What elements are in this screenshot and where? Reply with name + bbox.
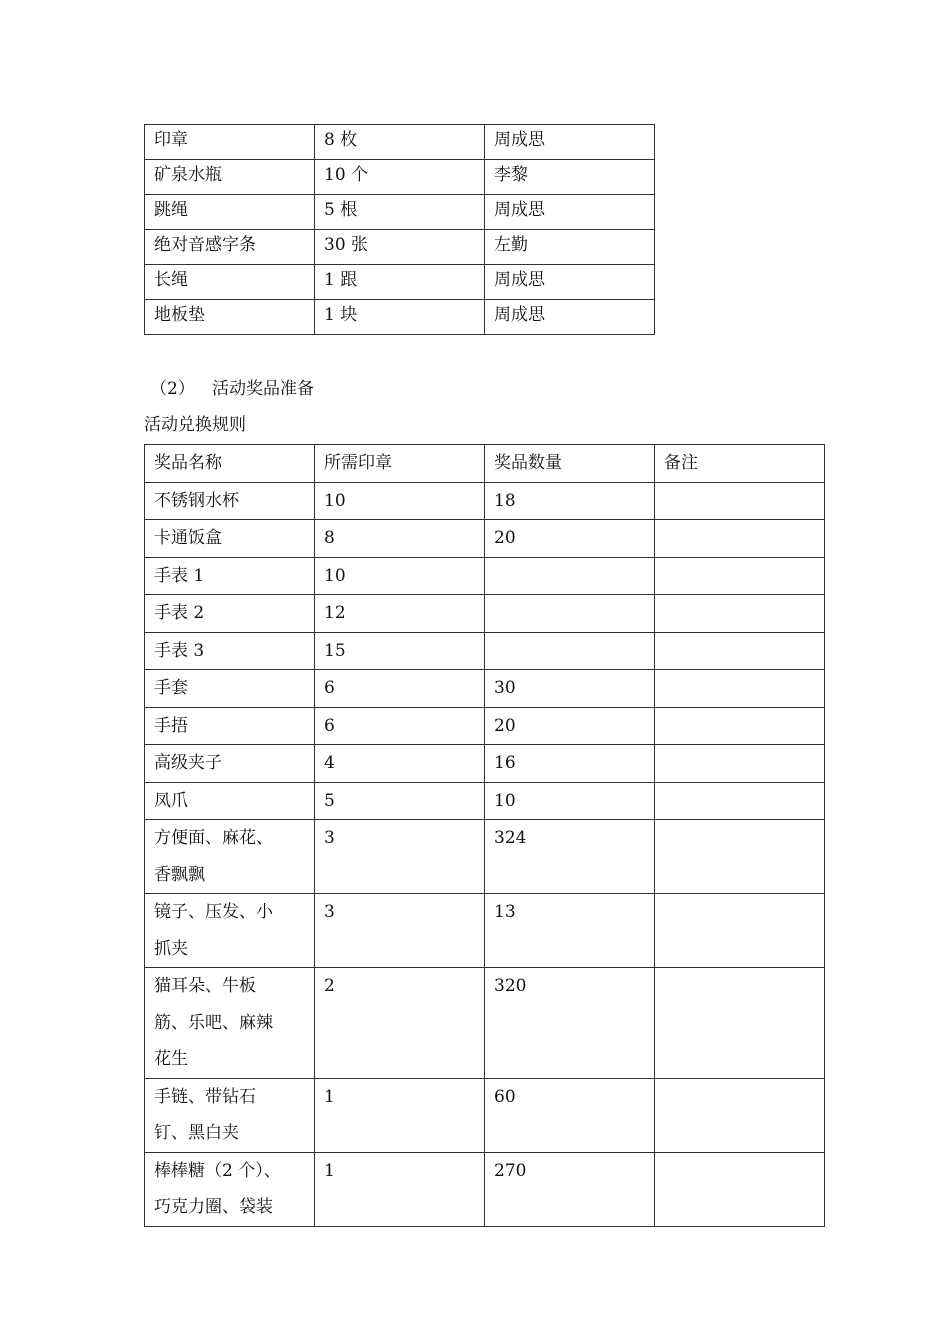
prize-name-line: 棒棒糖（2 个）、 bbox=[154, 1160, 281, 1181]
prize-quantity-cell: 30 bbox=[485, 670, 655, 708]
table-row bbox=[145, 230, 655, 265]
prize-name-cell bbox=[145, 968, 315, 1079]
prize-stamps-cell: 12 bbox=[315, 595, 485, 633]
prize-note-cell bbox=[655, 670, 825, 708]
prize-note-cell bbox=[655, 894, 825, 968]
prize-name-line: 凤爪 bbox=[154, 790, 188, 811]
prize-quantity-cell bbox=[485, 595, 655, 633]
prize-name-line: 手捂 bbox=[154, 715, 188, 736]
prize-quantity-cell: 20 bbox=[485, 520, 655, 558]
table-row bbox=[145, 595, 825, 633]
prize-name-line: 手表 1 bbox=[154, 565, 205, 586]
prize-name-cell bbox=[145, 557, 315, 595]
prize-name-line: 高级夹子 bbox=[154, 753, 222, 773]
prize-note-cell bbox=[655, 707, 825, 745]
prize-quantity-cell: 60 bbox=[485, 1078, 655, 1152]
table-row bbox=[145, 1152, 825, 1226]
prize-stamps-cell: 3 bbox=[315, 894, 485, 968]
prize-name-cell bbox=[145, 520, 315, 558]
prize-name-line: 不锈钢水杯 bbox=[154, 490, 239, 511]
prize-stamps-cell: 5 bbox=[315, 782, 485, 820]
supply-item: 印章 bbox=[145, 125, 315, 160]
prize-name-line: 香飘飘 bbox=[154, 864, 205, 885]
table-row bbox=[145, 968, 825, 1079]
prize-note-cell bbox=[655, 1078, 825, 1152]
header-note: 备注 bbox=[655, 445, 825, 483]
prize-name-line: 筋、乐吧、麻辣 bbox=[154, 1012, 273, 1033]
prize-name-line: 方便面、麻花、 bbox=[154, 828, 273, 848]
prize-quantity-cell: 18 bbox=[485, 482, 655, 520]
prize-name-cell bbox=[145, 1152, 315, 1226]
prize-name-line: 巧克力圈、袋装 bbox=[154, 1197, 273, 1217]
table-row bbox=[145, 745, 825, 783]
prize-name-line: 镜子、压发、小 bbox=[154, 902, 273, 922]
prize-name-cell bbox=[145, 670, 315, 708]
prize-name-cell bbox=[145, 1078, 315, 1152]
prize-note-cell bbox=[655, 482, 825, 520]
prize-stamps-cell: 1 bbox=[315, 1078, 485, 1152]
table-row bbox=[145, 707, 825, 745]
table-row bbox=[145, 820, 825, 894]
supply-item: 矿泉水瓶 bbox=[145, 160, 315, 195]
supply-item: 绝对音感字条 bbox=[145, 230, 315, 265]
supply-owner: 周成思 bbox=[485, 265, 655, 300]
prize-note-cell bbox=[655, 820, 825, 894]
prize-stamps-cell: 6 bbox=[315, 707, 485, 745]
prize-stamps-cell: 3 bbox=[315, 820, 485, 894]
supply-owner: 周成思 bbox=[485, 300, 655, 335]
table-row bbox=[145, 894, 825, 968]
supply-owner: 周成思 bbox=[485, 125, 655, 160]
prize-stamps-cell: 15 bbox=[315, 632, 485, 670]
table-row bbox=[145, 125, 655, 160]
prize-note-cell bbox=[655, 745, 825, 783]
header-prize-name: 奖品名称 bbox=[145, 445, 315, 483]
table-header-row bbox=[145, 445, 825, 483]
section-number: （2） bbox=[150, 379, 195, 399]
table-row bbox=[145, 670, 825, 708]
table-row bbox=[145, 265, 655, 300]
supply-owner: 周成思 bbox=[485, 195, 655, 230]
prize-stamps-cell: 10 bbox=[315, 482, 485, 520]
prize-name-line: 钉、黑白夹 bbox=[154, 1123, 239, 1143]
supply-owner: 左勤 bbox=[485, 230, 655, 265]
supply-owner: 李黎 bbox=[485, 160, 655, 195]
header-prize-quantity: 奖品数量 bbox=[485, 445, 655, 483]
prize-quantity-cell: 20 bbox=[485, 707, 655, 745]
prize-name-line: 手套 bbox=[154, 678, 188, 698]
supply-count: 1 跟 bbox=[315, 265, 485, 300]
supply-item: 长绳 bbox=[145, 265, 315, 300]
prize-name-cell bbox=[145, 745, 315, 783]
supply-count: 30 张 bbox=[315, 230, 485, 265]
prize-table-body bbox=[145, 482, 825, 1226]
prize-name-line: 抓夹 bbox=[154, 938, 188, 959]
prize-stamps-cell: 1 bbox=[315, 1152, 485, 1226]
table-row bbox=[145, 557, 825, 595]
prize-table bbox=[144, 444, 825, 1227]
table-row bbox=[145, 520, 825, 558]
prize-stamps-cell: 2 bbox=[315, 968, 485, 1079]
table-row bbox=[145, 195, 655, 230]
supply-item: 地板垫 bbox=[145, 300, 315, 335]
prize-quantity-cell bbox=[485, 557, 655, 595]
prize-note-cell bbox=[655, 520, 825, 558]
prize-name-cell bbox=[145, 707, 315, 745]
table-row bbox=[145, 300, 655, 335]
prize-name-line: 手表 2 bbox=[154, 603, 205, 623]
prize-name-line: 猫耳朵、牛板 bbox=[154, 976, 256, 996]
table-row bbox=[145, 482, 825, 520]
table-row bbox=[145, 632, 825, 670]
prize-quantity-cell: 16 bbox=[485, 745, 655, 783]
prize-name-cell bbox=[145, 482, 315, 520]
supply-item: 跳绳 bbox=[145, 195, 315, 230]
table-row bbox=[145, 160, 655, 195]
table-row bbox=[145, 782, 825, 820]
header-stamps-required: 所需印章 bbox=[315, 445, 485, 483]
prize-quantity-cell: 324 bbox=[485, 820, 655, 894]
table-row bbox=[145, 1078, 825, 1152]
prize-name-cell bbox=[145, 782, 315, 820]
supply-count: 8 枚 bbox=[315, 125, 485, 160]
prize-stamps-cell: 4 bbox=[315, 745, 485, 783]
prize-stamps-cell: 8 bbox=[315, 520, 485, 558]
prize-name-line: 手链、带钻石 bbox=[154, 1086, 256, 1107]
prize-name-line: 花生 bbox=[154, 1049, 188, 1069]
section-heading bbox=[144, 374, 314, 399]
prize-note-cell bbox=[655, 782, 825, 820]
prize-quantity-cell: 270 bbox=[485, 1152, 655, 1226]
prize-stamps-cell: 10 bbox=[315, 557, 485, 595]
prize-quantity-cell: 320 bbox=[485, 968, 655, 1079]
prize-name-line: 卡通饭盒 bbox=[154, 528, 222, 548]
prize-quantity-cell: 10 bbox=[485, 782, 655, 820]
prize-quantity-cell bbox=[485, 632, 655, 670]
prize-name-cell bbox=[145, 595, 315, 633]
supply-count: 10 个 bbox=[315, 160, 485, 195]
prize-note-cell bbox=[655, 632, 825, 670]
supply-count: 5 根 bbox=[315, 195, 485, 230]
rules-title: 活动兑换规则 bbox=[144, 415, 246, 435]
prize-stamps-cell: 6 bbox=[315, 670, 485, 708]
prize-note-cell bbox=[655, 968, 825, 1079]
prize-name-cell bbox=[145, 632, 315, 670]
prize-note-cell bbox=[655, 557, 825, 595]
prize-name-cell bbox=[145, 820, 315, 894]
prize-name-cell bbox=[145, 894, 315, 968]
prize-note-cell bbox=[655, 1152, 825, 1226]
prize-note-cell bbox=[655, 595, 825, 633]
section-title: 活动奖品准备 bbox=[212, 379, 314, 399]
prize-quantity-cell: 13 bbox=[485, 894, 655, 968]
prize-name-line: 手表 3 bbox=[154, 640, 205, 661]
supplies-table bbox=[144, 124, 655, 335]
supply-count: 1 块 bbox=[315, 300, 485, 335]
